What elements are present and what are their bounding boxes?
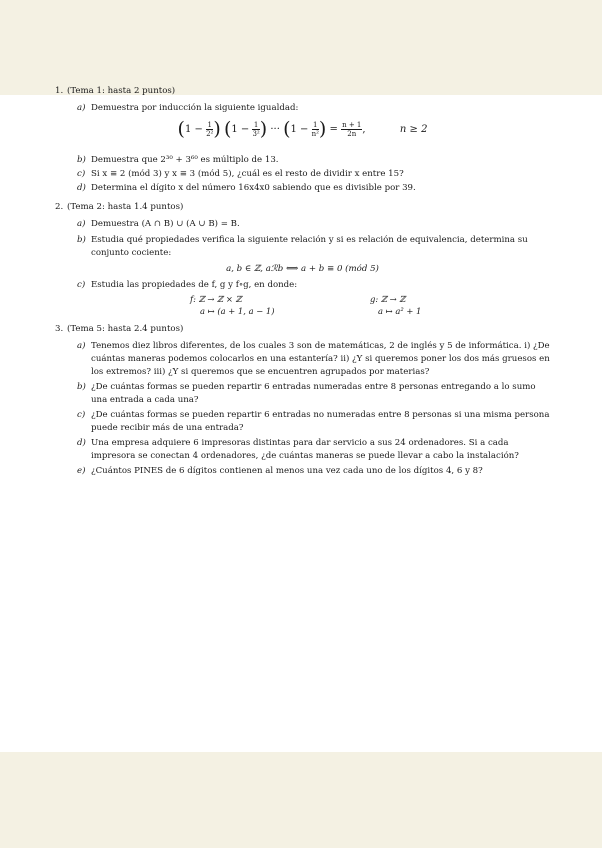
question-3a: [77, 340, 550, 379]
item-text: ¿De cuántas formas se pueden repartir 6 entradas numeradas entre 8 personas entregando a lo sumo una entrada a cada una?: [91, 382, 536, 405]
item-text: Estudia qué propiedades verifica la siguiente relación y si es relación de equivalencia, determina su conjunto cociente:: [91, 235, 528, 258]
section-2: [55, 201, 550, 317]
function-g-rule: a ↦ a² + 1: [378, 306, 422, 316]
fraction-numerator: n + 1: [342, 121, 362, 129]
question-2a: [77, 218, 550, 231]
item-text: ¿De cuántas formas se pueden repartir 6 entradas no numeradas entre 8 personas si una misma persona puede recibir más de una entrada?: [91, 410, 550, 433]
item-label: c): [77, 280, 86, 290]
item-label: b): [77, 155, 86, 165]
item-label: c): [77, 169, 86, 179]
item-label: d): [77, 438, 86, 448]
equation-condition: n ≥ 2: [399, 124, 428, 135]
item-text: Demuestra por inducción la siguiente igualdad:: [91, 103, 299, 113]
question-2b: [77, 234, 550, 260]
fraction-numerator: 1: [253, 121, 259, 129]
section-title: (Tema 5: hasta 2.4 puntos): [67, 324, 184, 334]
section-number: 1.: [55, 86, 64, 96]
item-label: e): [77, 466, 86, 476]
question-1c: [77, 168, 550, 181]
question-2c: [77, 279, 550, 292]
question-1b: [77, 154, 550, 167]
item-text: Estudia las propiedades de f, g y f∘g, en donde:: [91, 280, 298, 290]
section-title: (Tema 2: hasta 1.4 puntos): [67, 202, 184, 212]
function-f-rule: a ↦ (a + 1, a − 1): [200, 306, 275, 316]
function-g: [370, 293, 550, 317]
item-text: Si x ≡ 2 (mód 3) y x ≡ 3 (mód 5), ¿cuál es el resto de dividir x entre 15?: [91, 169, 404, 179]
induction-equation: (1 − $\frac{1}{\text{2²}}$ ) (1 − $\frac{1}{\text{3²}}$ ) ··· (1 − $\frac{1}{\text{n²}}$ ) = $\frac{n + 1}{2n}$ , n ≥ 2: [177, 118, 428, 140]
item-text: Determina el dígito x del número 16x4x0 sabiendo que es divisible por 39.: [91, 183, 416, 193]
item-text: Tenemos diez libros diferentes, de los cuales 3 son de matemáticas, 2 de inglés y 5 de informática. i) ¿De cuántas maneras podemos colocarlos en una estantería? ii) ¿Y si queremos poner los dos más gruesos en los extremos? iii) ¿Y si queremos que se encuentren agrupados por materias?: [91, 341, 550, 377]
exam-document: [55, 85, 550, 478]
item-label: a): [77, 103, 86, 113]
fraction-numerator: 1: [207, 121, 212, 129]
item-text: Demuestra que 2³⁰ + 3⁶⁰ es múltiplo de 13.: [91, 155, 279, 165]
question-3e: [77, 465, 550, 478]
item-label: c): [77, 410, 86, 420]
fraction-denominator: n²: [311, 130, 319, 138]
item-text: Una empresa adquiere 6 impresoras distintas para dar servicio a sus 24 ordenadores. Si a cada impresora se conectan 4 ordenadores, ¿de cuántas maneras se puede llevar a cabo la instalación?: [91, 438, 519, 461]
section-title: (Tema 1: hasta 2 puntos): [67, 86, 176, 96]
item-label: a): [77, 341, 86, 351]
question-1a: [77, 102, 550, 115]
question-3d: [77, 437, 550, 463]
item-text: ¿Cuántos PINES de 6 dígitos contienen al menos una vez cada uno de los dígitos 4, 6 y 8?: [91, 466, 483, 476]
item-text: Demuestra (A ∩ B) ∪ (A ∪ B) = B.: [91, 219, 240, 229]
section-1: [55, 85, 550, 195]
function-f: [190, 293, 370, 317]
section-number: 2.: [55, 202, 64, 212]
function-f-signature: f: ℤ → ℤ × ℤ: [190, 294, 242, 304]
item-label: b): [77, 235, 86, 245]
function-definitions: [190, 293, 550, 317]
relation-definition: a, b ∈ ℤ, aℛb ⟺ a + b ≡ 0 (mód 5): [226, 264, 379, 274]
fraction-denominator: 2²: [206, 130, 214, 138]
question-1d: [77, 182, 550, 195]
function-g-signature: g: ℤ → ℤ: [370, 294, 406, 304]
fraction-denominator: 2n: [347, 130, 357, 138]
fraction-denominator: 3²: [252, 130, 260, 138]
section-number: 3.: [55, 324, 64, 334]
fraction-numerator: 1: [313, 121, 318, 129]
section-3: [55, 323, 550, 478]
question-3c: [77, 409, 550, 435]
item-label: d): [77, 183, 86, 193]
item-label: a): [77, 219, 86, 229]
question-3b: [77, 381, 550, 407]
item-label: b): [77, 382, 86, 392]
